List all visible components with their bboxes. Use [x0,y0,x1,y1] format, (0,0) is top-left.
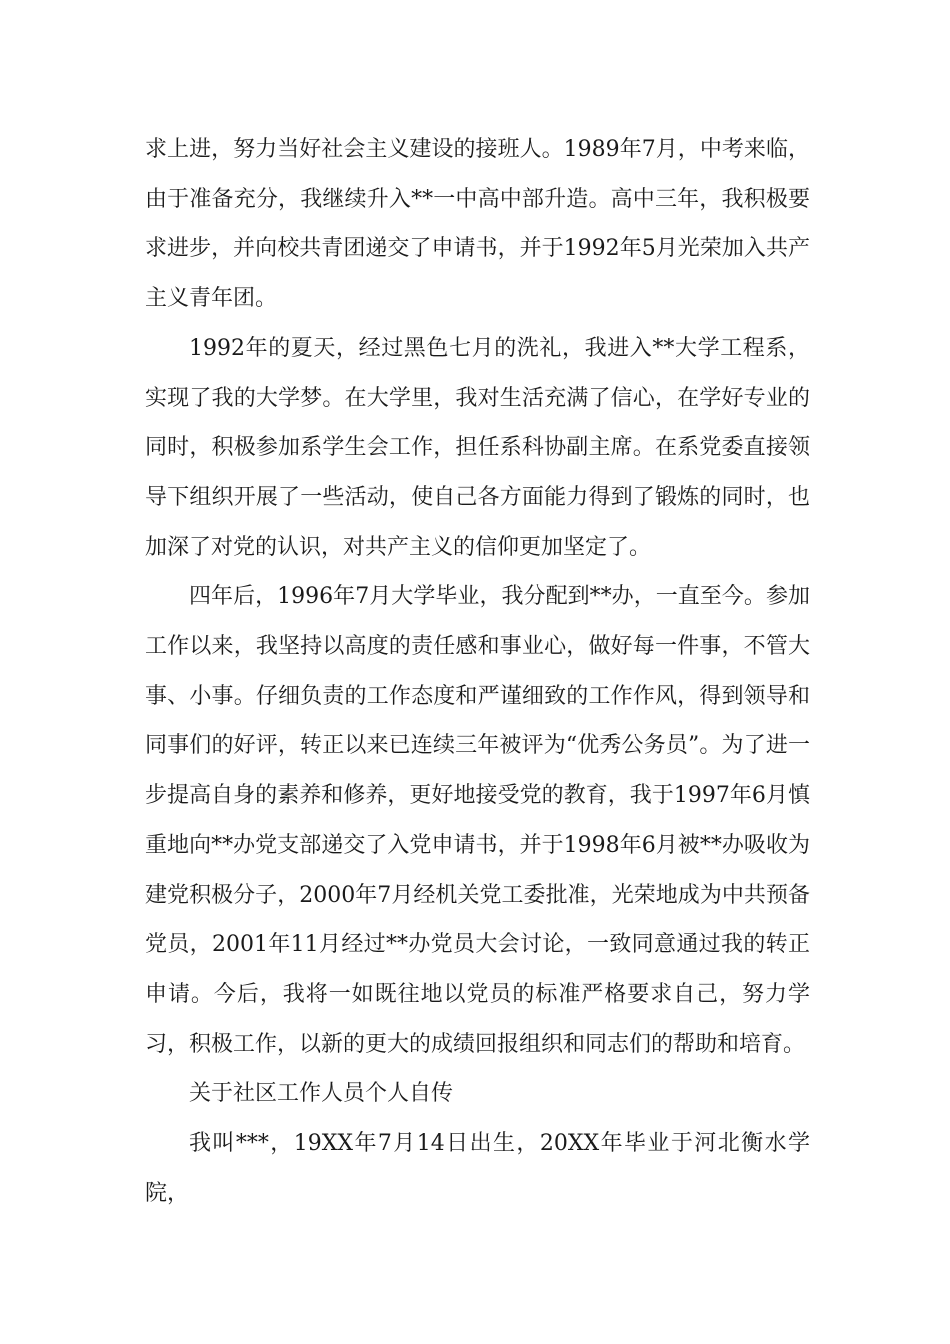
paragraph-work: 四年后，1996年7月大学毕业，我分配到**办，一直至今。参加工作以来，我坚持以高度的责任感和事业心，做好每一件事，不管大事、小事。仔细负责的工作态度和严谨细致的工作作风，得到领导和同事们的好评，转正以来已连续三年被评为“优秀公务员”。为了进一步提高自身的素养和修养，更好地接受党的教育，我于1997年6月慎重地向**办党支部递交了入党申请书，并于1998年6月被**办吸收为建党积极分子，2000年7月经机关党工委批准，光荣地成为中共预备党员，2001年11月经过**办党员大会讨论，一致同意通过我的转正申请。今后，我将一如既往地以党员的标准严格要求自己，努力学习，积极工作，以新的更大的成绩回报组织和同志们的帮助和培育。 [145,584,810,1057]
paragraph-intro: 我叫***，19XX年7月14日出生，20XX年毕业于河北衡水学院， [145,1131,810,1206]
paragraph-continuation: 求上进，努力当好社会主义建设的接班人。1989年7月，中考来临，由于准备充分，我继续升入**一中高中部升造。高中三年，我积极要求进步，并向校共青团递交了申请书，并于1992年5月光荣加入共产主义青年团。 [145,137,810,312]
section-title: 关于社区工作人员个人自传 [189,1081,454,1107]
paragraph-university: 1992年的夏天，经过黑色七月的洗礼，我进入**大学工程系，实现了我的大学梦。在大学里，我对生活充满了信心，在学好专业的同时，积极参加系学生会工作，担任系科协副主席。在系党委直接领导下组织开展了一些活动，使自己各方面能力得到了锻炼的同时，也加深了对党的认识，对共产主义的信仰更加坚定了。 [145,335,810,560]
document-page [145,125,810,1218]
